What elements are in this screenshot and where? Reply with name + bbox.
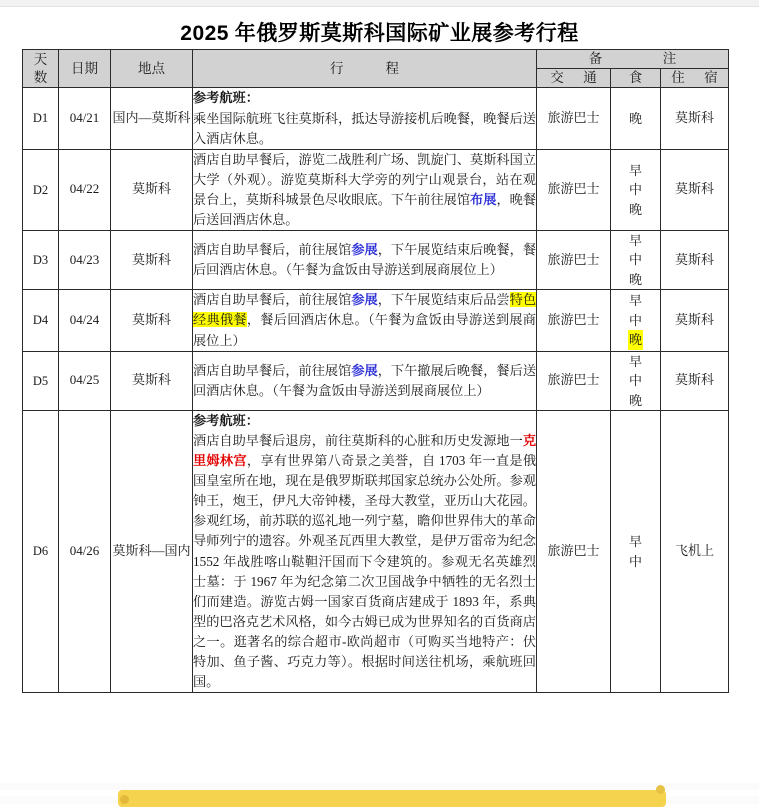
cell-day: D1 — [23, 88, 59, 149]
food-item: 晚 — [628, 271, 642, 287]
column-header-food: 食 — [611, 69, 661, 88]
cell-place: 莫斯科—国内 — [111, 411, 193, 693]
cell-hotel: 莫斯科 — [661, 149, 729, 230]
column-header-hotel: 住 宿 — [661, 69, 729, 88]
cell-plan: 参考航班： 酒店自助早餐后退房，前往莫斯科的心脏和历史发源地一克里姆林宫，享有世界第八奇景之美誉，自 1703 年一直是俄国皇室所在地，现在是俄罗斯联邦国家总统办公处所。参观钟王，炮王，伊凡大帝钟楼，圣母大教堂，亚历山大花园。参观红场，前苏联的巡礼地一列宁墓，瞻仰世界伟大的革命导师列宁的遗容。外观圣瓦西里大教堂，是伊万雷帝为纪念 1552 年战胜喀山鞑靼汗国而下令建筑的。参观无名英雄烈士墓：于 1967 年为纪念第二次卫国战争中牺牲的无名烈士们而建造。游览古姆一国家百货商店建成于 1893 年，系典型的巴洛克艺术风格，如今古姆已成为世界知名的百货商店之一。逛著名的综合超市-欧尚超市（可购买当地特产：伏特加、鱼子酱、巧克力等）。根据时间送往机场，乘航班回国。 — [193, 411, 537, 693]
table-row — [23, 88, 729, 149]
table-row — [23, 351, 729, 411]
cell-food — [611, 290, 661, 351]
column-header-day — [23, 50, 59, 88]
cell-date: 04/26 — [59, 411, 111, 693]
food-highlight: 晚 — [628, 330, 643, 350]
food-item: 晚 — [628, 201, 642, 217]
cell-place: 国内—莫斯科 — [111, 88, 193, 149]
plan-emphasis-red: 克里姆林宫 — [193, 433, 536, 469]
page-title-text: 年俄罗斯莫斯科国际矿业展参考行程 — [228, 21, 579, 45]
food-item: 早 — [628, 293, 642, 309]
cell-date: 04/21 — [59, 88, 111, 149]
cell-transport: 旅游巴士 — [537, 351, 611, 411]
food-item: 中 — [628, 373, 642, 389]
column-header-date: 日期 — [59, 50, 111, 88]
plan-emphasis-blue: 布展 — [470, 191, 497, 207]
plan-emphasis-blue: 参展 — [351, 242, 378, 258]
cell-plan: 酒店自助早餐后，游览二战胜利广场、凯旋门、莫斯科国立大学（外观）。游览莫斯科大学旁的列宁山观景台，站在观景台上，莫斯科城景色尽收眼底。下午前往展馆布展，晚餐后送回酒店休息。 — [193, 149, 537, 230]
cell-plan: 酒店自助早餐后，前往展馆参展，下午撤展后晚餐，餐后送回酒店休息。（午餐为盒饭由导游送到展商展位上） — [193, 351, 537, 411]
cell-plan: 酒店自助早餐后，前往展馆参展，下午展览结束后晚餐，餐后回酒店休息。（午餐为盒饭由导游送到展商展位上） — [193, 230, 537, 290]
cell-hotel: 莫斯科 — [661, 290, 729, 351]
cell-day: D3 — [23, 230, 59, 290]
food-item: 中 — [628, 252, 642, 268]
food-item: 晚 — [628, 110, 642, 126]
food-item: 中 — [628, 312, 642, 328]
sheet-bottom-gap — [0, 783, 759, 790]
food-item: 早 — [628, 232, 642, 248]
column-header-day-line1: 天 — [33, 51, 48, 67]
column-header-plan: 行 程 — [193, 50, 537, 88]
food-item: 晚 — [628, 392, 642, 408]
cell-hotel: 飞机上 — [661, 411, 729, 693]
cell-day: D5 — [23, 351, 59, 411]
table-row — [23, 411, 729, 693]
cell-transport: 旅游巴士 — [537, 88, 611, 149]
cell-place: 莫斯科 — [111, 230, 193, 290]
column-header-day-line2: 数 — [33, 69, 48, 85]
plan-emphasis-blue: 参展 — [351, 292, 378, 308]
table-body — [23, 88, 729, 693]
cell-place: 莫斯科 — [111, 149, 193, 230]
food-item: 早 — [628, 353, 642, 369]
table-header — [23, 50, 729, 88]
food-item: 早 — [628, 534, 642, 549]
cell-place: 莫斯科 — [111, 351, 193, 411]
cell-transport: 旅游巴士 — [537, 230, 611, 290]
table-row — [23, 149, 729, 230]
page-title-year: 2025 — [180, 22, 229, 45]
cell-transport: 旅游巴士 — [537, 149, 611, 230]
cell-plan: 参考航班： 乘坐国际航班飞往莫斯科，抵达导游接机后晚餐，晚餐后送入酒店休息。 — [193, 88, 537, 149]
plan-emphasis-blue: 参展 — [351, 362, 378, 378]
cell-hotel: 莫斯科 — [661, 351, 729, 411]
table-row — [23, 290, 729, 351]
cell-food — [611, 351, 661, 411]
annotation-handle-right[interactable] — [656, 785, 665, 794]
plan-title: 参考航班： — [193, 413, 259, 429]
cell-date: 04/24 — [59, 290, 111, 351]
cell-day: D2 — [23, 149, 59, 230]
cell-date: 04/22 — [59, 149, 111, 230]
plan-title: 参考航班： — [193, 90, 259, 106]
cell-date: 04/25 — [59, 351, 111, 411]
cell-place: 莫斯科 — [111, 290, 193, 351]
page-title — [0, 17, 759, 47]
plan-highlight: 特色经典俄餐 — [193, 292, 537, 328]
header-row-primary — [23, 50, 729, 69]
cell-hotel: 莫斯科 — [661, 230, 729, 290]
food-item — [611, 330, 660, 350]
cell-transport: 旅游巴士 — [537, 290, 611, 351]
food-item: 中 — [628, 553, 642, 569]
food-item: 中 — [628, 182, 642, 197]
column-header-place: 地点 — [111, 50, 193, 88]
cell-date: 04/23 — [59, 230, 111, 290]
cell-food — [611, 230, 661, 290]
cell-plan: 酒店自助早餐后，前往展馆参展，下午展览结束后品尝特色经典俄餐，餐后回酒店休息。（午餐为盒饭由导游送到展商展位上） — [193, 290, 537, 351]
cell-hotel: 莫斯科 — [661, 88, 729, 149]
food-item: 早 — [628, 162, 642, 178]
window-top-edge — [0, 0, 759, 7]
table-row — [23, 230, 729, 290]
cell-transport: 旅游巴士 — [537, 411, 611, 693]
column-header-transport: 交 通 — [537, 69, 611, 88]
itinerary-table — [22, 49, 729, 693]
column-header-remark: 备 注 — [537, 50, 729, 69]
cell-day: D6 — [23, 411, 59, 693]
cell-food — [611, 149, 661, 230]
annotation-handle-left[interactable] — [120, 795, 129, 804]
annotation-highlight-bar[interactable] — [118, 790, 666, 807]
cell-food — [611, 88, 661, 149]
cell-day: D4 — [23, 290, 59, 351]
cell-food — [611, 411, 661, 693]
